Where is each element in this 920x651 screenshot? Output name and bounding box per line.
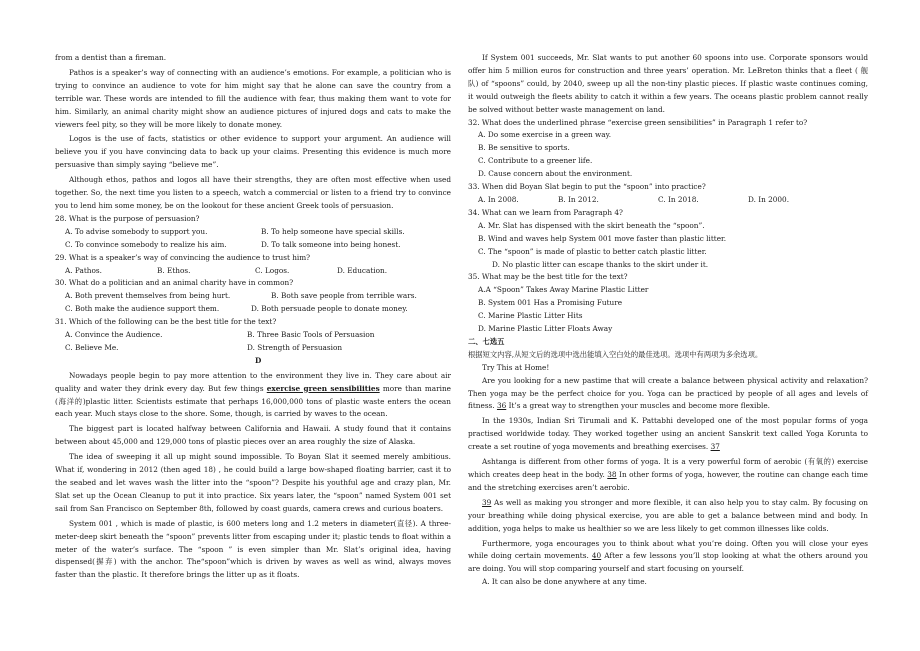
q35-option-b: B. System 001 Has a Promising Future [478,298,623,308]
paragraph-39 [468,497,868,536]
q35-option-d: D. Marine Plastic Litter Floats Away [478,324,613,334]
q31-option-a: A. Convince the Audience. [65,330,163,340]
q28-options-row1 [55,226,451,239]
blank-36: 36 [496,401,507,411]
q34-option-b: B. Wind and waves help System 001 move faster than plastic litter. [478,233,727,243]
question-32: 32. What does the underlined phrase “exercise green sensibilities” in Paragraph 1 refer to? [468,117,808,127]
q30-option-c: C. Both make the audience support them. [65,304,220,314]
q29-option-b: B. Ethos. [157,265,191,275]
q33-option-a: A. In 2008. [478,194,519,204]
1930s-text: In the 1930s, Indian Sri Tirumali and K. Pattabhi developed one of the most popular forms of yoga practised worldwide today. They worked together using an ancient Sanskrit text called Yoga Korunta to create a set routine of yoga movements and breathing exercises. [468,416,868,452]
q32-option-d: D. Cause concern about the environment. [478,169,633,179]
q28-option-c: C. To convince somebody to realize his aim. [65,239,227,249]
q34-option-d: D. No plastic litter can escape thanks to the skirt under it. [492,259,709,269]
q30-options-row2 [55,303,451,316]
q29-option-a: A. Pathos. [65,265,102,275]
paragraph-intro: from a dentist than a fireman. [55,53,167,62]
q30-option-d: D. Both persuade people to donate money. [251,304,408,314]
q29-options [55,265,451,278]
p39-text: As well as making you stronger and more flexible, it can also help you to stay calm. By focusing on your breathing while doing physical exercise, you are able to get a balance between mind and body. In addition, yoga helps to make us healthier so we are less likely to get common illnesses like colds. [468,497,868,533]
underlined-phrase: exercise green sensibilities [266,383,380,393]
paragraph-biggest: The biggest part is located halfway between California and Hawaii. A study found that it contains between about 45,000 and 129,000 tons of plastic pieces over an area roughly the size of Alaska. [55,424,451,447]
q30-option-b: B. Both save people from terrible wars. [271,291,417,301]
paragraph-ashtanga [468,456,868,495]
paragraph-system: System 001 , which is made of plastic, is 600 meters long and 1.2 meters in diameter(直径). A three-meter-deep skirt beneath the “spoon” prevents litter from escaping under it; plastic tends to float within a meter of the water’s surface. The “spoon ” is even simpler than Mr. Slat’s original idea, having dispensed(摒弃) with the anchor. The“spoon”which is driven by waves as well as wind, always moves faster than the plastic. It therefore brings the litter up as it floats. [55,518,451,580]
question-31: 31. Which of the following can be the best title for the text? [55,317,277,327]
left-column [55,52,451,582]
q30-option-a: A. Both prevent themselves from being hurt. [65,291,231,301]
nowadays-text-1: Nowadays people begin to pay more attention to the environment they live in. They care about air quality and water they drink every day. But few things [55,370,451,393]
paragraph-although: Although ethos, pathos and logos all have their strengths, they are often most effective when used together. So, the next time you listen to a speech, watch a commercial or listen to a friend try to convince you to lend him some money, be on the lookout for these ancient Greek tools of persuasion. [55,175,451,210]
section-instruction: 根据短文内容,从短文后的选项中选出能填入空白处的最佳选项。选项中有两项为多余选项。 [468,349,763,359]
q30-options-row1 [55,290,451,303]
ashtanga-text-2: In other forms of yoga, however, the routine can change each time and the stretching exercises aren’t aerobic. [468,470,868,492]
paragraph-idea: The idea of sweeping it all up might sound impossible. To Boyan Slat it seemed merely ambitious. What if, wondering in 2012 (then aged 18) , he could build a large bow-shaped floating barrier, cast it to the seabed and let waves wash the litter into the “spoon”? Despite his youthful age and crazy plan, Mr. Slat set up the Ocean Cleanup to put it into practice. Six years later, the “spoon” named System 001 set sail from San Francisco on September 8th, followed by coast guards, camera crews and curious boaters. [55,452,451,513]
q33-option-d: D. In 2000. [748,194,790,204]
question-28: 28. What is the purpose of persuasion? [55,213,200,223]
q31-options-row1 [55,329,451,342]
paragraph-1930s [468,415,868,454]
ashtanga-text-1: Ashtanga is different from other forms of yoga. It is a very powerful form of aerobic (有氧的) exercise which creates deep heat in the body. [468,457,868,479]
q32-option-c: C. Contribute to a greener life. [478,156,593,166]
q31-option-c: C. Believe Me. [65,342,119,352]
q35-option-a: A.A “Spoon” Takes Away Marine Plastic Litter [478,285,649,295]
q33-option-b: B. In 2012. [558,194,599,204]
question-29: 29. What is a speaker’s way of convincing the audience to trust him? [55,252,311,262]
blank-39: 39 [482,497,492,507]
q28-option-d: D. To talk someone into being honest. [261,239,401,249]
q28-options-row2 [55,239,451,252]
blank-38: 38 [607,470,617,479]
paragraph-logos: Logos is the use of facts, statistics or other evidence to support your argument. An audience will believe you if you have convincing data to back up your claims. Presenting this evidence is much more persuasive than simply saying “believe me”. [55,134,451,170]
q28-option-b: B. To help someone have special skills. [261,226,405,236]
q35-option-c: C. Marine Plastic Litter Hits [478,311,583,321]
paragraph-looking [468,375,868,414]
paragraph-if: If System 001 succeeds, Mr. Slat wants to put another 60 spoons into use. Corporate sponsors would offer him 5 million euros for construction and three years’ operation. Mr. LeBreton thinks that a fleet ( 舰队) of “spoons” could, by 2040, sweep up all the non-tiny plastic pieces. If plastic waste continues coming, it would outweigh the fleets ability to catch it within a few years. The oceans plastic problem cannot really be solved without better waste management on land. [468,53,868,114]
q32-option-b: B. Be sensitive to sports. [478,143,570,153]
blank-40: 40 [591,551,602,561]
passage-title: Try This at Home! [482,362,550,372]
q32-option-a: A. Do some exercise in a green way. [478,130,612,140]
q29-option-d: D. Education. [337,265,388,275]
q31-option-b: B. Three Basic Tools of Persuasion [247,330,375,340]
furthermore-text-1: Furthermore, yoga encourages you to think about what you’re doing. Often you will close your eyes while doing certain movements. [468,538,868,561]
question-35: 35. What may be the best title for the text? [468,272,628,282]
q33-options [468,194,868,207]
paragraph-pathos: Pathos is a speaker’s way of connecting with an audience’s emotions. For example, a politician who is trying to convince an audience to vote for him might say that he alone can save the country from a terrible war. These words are intended to fill the audience with fear, thus making them want to vote for him. Similarly, an animal charity might show an audience pictures of injured dogs and cats to make the viewers feel pity, so they will be more likely to donate money. [55,67,451,129]
answer-mark: D [255,355,262,365]
nowadays-text-2: more than marine (海洋的)plastic litter. Scientists estimate that perhaps 16,000,000 tons of plastic waste enters the ocean each year. Much stays close to the shore. Some, though, is carried by waves to the ocean. [55,383,451,419]
q28-option-a: A. To advise somebody to support you. [65,226,208,236]
option-a: A. It can also be done anywhere at any time. [482,577,647,587]
q33-option-c: C. In 2018. [658,194,699,204]
q31-options-row2 [55,342,451,355]
right-column [468,52,868,589]
looking-text-2: It’s a great way to strengthen your muscles and become more flexible. [506,401,770,411]
furthermore-text-2: After a few lessons you’ll stop looking at what the others around you are doing. You will stop comparing yourself and start focusing on yourself. [468,551,868,574]
question-34: 34. What can we learn from Paragraph 4? [468,207,623,217]
paragraph-nowadays [55,370,451,422]
q34-option-a: A. Mr. Slat has dispensed with the skirt beneath the “spoon”. [478,220,705,230]
q29-option-c: C. Logos. [255,265,290,275]
q31-option-d: D. Strength of Persuasion [247,342,343,352]
blank-37: 37 [710,442,720,452]
paragraph-furthermore [468,538,868,577]
section-heading: 二、七选五 [468,336,505,346]
question-33: 33. When did Boyan Slat begin to put the “spoon” into practice? [468,182,706,192]
question-30: 30. What do a politician and an animal charity have in common? [55,278,294,288]
looking-text-1: Are you looking for a new pastime that will create a balance between physical activity and relaxation? Then yoga may be the perfect choice for you. Yoga can be practiced by people of all ages and levels of fitness. [468,375,868,411]
q34-option-c: C. The “spoon” is made of plastic to better catch plastic litter. [478,246,707,256]
